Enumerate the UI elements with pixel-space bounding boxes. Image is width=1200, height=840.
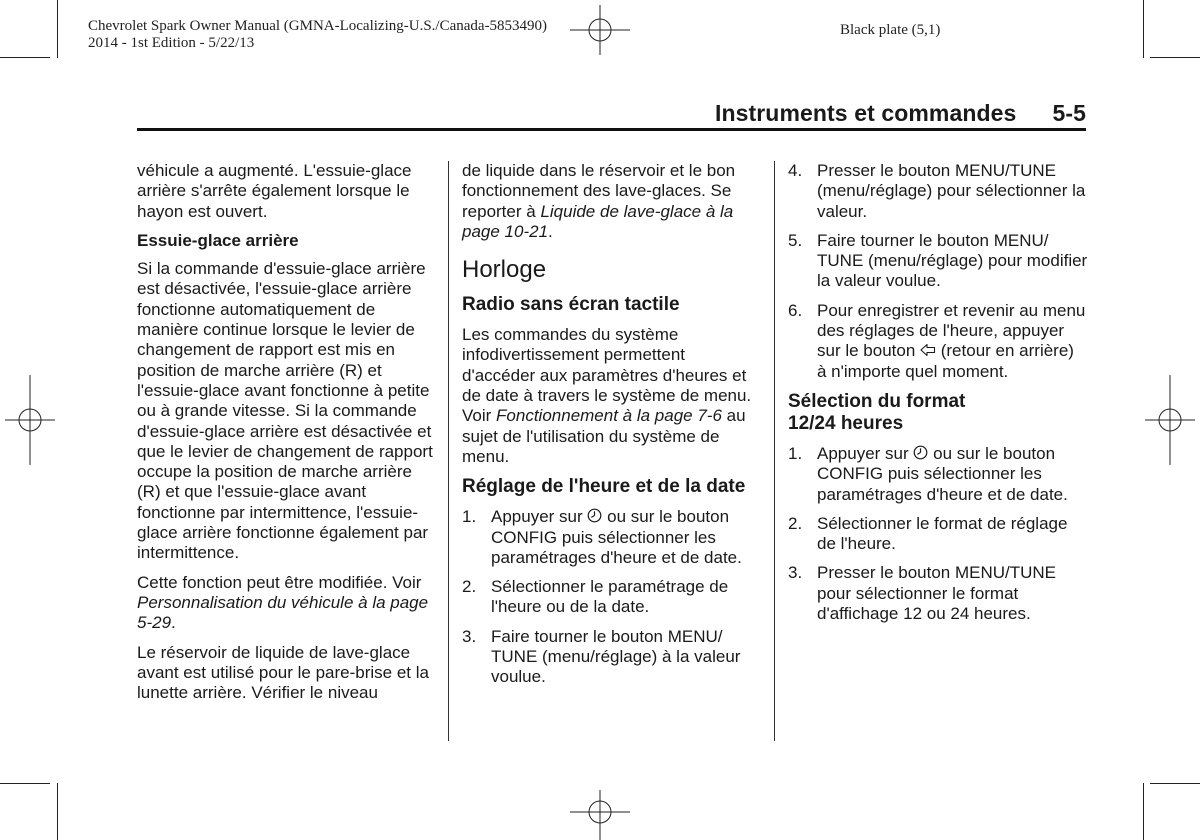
- crop-mark: [1150, 57, 1200, 58]
- crop-mark: [57, 783, 58, 840]
- steps-list: [462, 507, 762, 687]
- clock-icon: [913, 445, 928, 460]
- text: (retour en arrière) à n'importe quel moment.: [817, 341, 1074, 381]
- list-item: [462, 507, 762, 568]
- back-arrow-icon: [920, 343, 936, 357]
- plate-info: [88, 18, 547, 52]
- crop-mark: [57, 0, 58, 58]
- steps-list: [788, 161, 1088, 382]
- text: .: [548, 221, 553, 241]
- paragraph: véhicule a augmenté. L'essuie-glace arrière s'arrête également lorsque le hayon est ouvert.: [137, 161, 412, 221]
- crop-mark: [1143, 0, 1144, 58]
- clock-icon: [587, 508, 602, 523]
- text: Sélectionner le paramétrage de l'heure ou de la date.: [491, 577, 729, 617]
- text: ou sur le bouton CONFIG puis sélectionner les paramétrages d'heure et de date.: [817, 443, 1068, 504]
- list-item: [788, 444, 1088, 505]
- paragraph: [462, 325, 762, 467]
- crop-mark: [1143, 783, 1144, 840]
- paragraph: [462, 161, 762, 242]
- registration-mark-icon: [5, 375, 55, 465]
- running-head: [715, 100, 1086, 127]
- column-divider: [448, 161, 449, 741]
- list-item: [462, 577, 762, 618]
- list-item: [788, 514, 1088, 555]
- step-number: 2.: [788, 513, 803, 533]
- step-number: 3.: [462, 626, 477, 646]
- text: .: [171, 613, 176, 633]
- plate-line-1: Chevrolet Spark Owner Manual (GMNA-Localizing-U.S./Canada-5853490): [88, 18, 548, 34]
- paragraph: Le réservoir de liquide de lave-glace avant est utilisé pour le pare-brise et la lunette arrière. Vérifier le niveau: [137, 642, 429, 703]
- cross-reference-link[interactable]: Liquide de lave-glace à la page 10-21: [462, 201, 734, 241]
- crop-mark: [0, 783, 50, 784]
- registration-mark-icon: [1145, 375, 1195, 465]
- subheading-rear-wiper: Essuie-glace arrière: [137, 230, 299, 250]
- heading-clock: Horloge: [462, 256, 547, 284]
- step-number: 1.: [462, 507, 477, 527]
- section-title: Instruments et commandes: [714, 100, 1017, 126]
- header-rule: [137, 128, 1086, 131]
- text: Faire tourner le bouton MENU/ TUNE (menu/réglage) pour modifier la valeur voulue.: [817, 230, 1088, 291]
- paragraph: [137, 573, 437, 634]
- step-number: 3.: [788, 563, 803, 583]
- list-item: [788, 301, 1088, 382]
- text: Sélectionner le format de réglage de l'heure.: [817, 513, 1068, 554]
- step-number: 1.: [788, 443, 803, 463]
- step-number: 6.: [788, 300, 803, 320]
- column-2: [462, 161, 762, 697]
- list-item: [462, 627, 762, 688]
- registration-mark-icon: [570, 5, 630, 55]
- text: Pour enregistrer et revenir au menu des réglages de l'heure, appuyer sur le bouton: [817, 300, 1086, 361]
- cross-reference-link[interactable]: Personnalisation du véhicule à la page 5-29: [137, 592, 429, 633]
- crop-mark: [1150, 783, 1200, 784]
- text: ou sur le bouton CONFIG puis sélectionner les paramétrages d'heure et de date.: [491, 507, 742, 567]
- text: Appuyer sur: [817, 443, 914, 463]
- plate-number: Black plate (5,1): [840, 22, 941, 38]
- page-number: 5-5: [1052, 100, 1086, 126]
- list-item: [788, 563, 1088, 624]
- subheading-radio: Radio sans écran tactile: [462, 294, 680, 316]
- step-number: 2.: [462, 577, 477, 597]
- step-number: 4.: [788, 161, 803, 180]
- paragraph: Si la commande d'essuie-glace arrière est désactivée, l'essuie-glace arrière fonctionne automatiquement de manière continue lorsque le levier de changement de rapport est mis en position de marche arrière (R) et l'essuie-glace avant fonctionne à petite ou à grande vitesse. Si la commande d'essuie-glace arrière est désactivée et que le levier de changement de rapport occupe la position de marche arrière (R) et que l'essuie-glace avant fonctionne par intermittence, l'essuie-glace arrière fonctionne également par intermittence.: [137, 259, 433, 563]
- step-number: 5.: [788, 230, 803, 250]
- text: Appuyer sur: [491, 507, 588, 527]
- text: de liquide dans le réservoir et le bon fonctionnement des lave-glaces. Se reporter à: [462, 161, 736, 221]
- text: au sujet de l'utilisation du système de menu.: [462, 406, 746, 466]
- text: Presser le bouton MENU/TUNE pour sélectionner le format d'affichage 12 ou 24 heures.: [817, 563, 1057, 624]
- list-item: [788, 161, 1088, 222]
- text: Presser le bouton MENU/TUNE (menu/réglage) pour sélectionner la valeur.: [817, 161, 1086, 221]
- steps-list: [788, 444, 1088, 624]
- plate-line-2: 2014 - 1st Edition - 5/22/13: [88, 35, 255, 51]
- column-3: [788, 161, 1088, 633]
- cross-reference-link[interactable]: Fonctionnement à la page 7-6: [496, 406, 722, 426]
- text: Faire tourner le bouton MENU/ TUNE (menu/réglage) à la valeur voulue.: [491, 626, 741, 687]
- column-divider: [774, 161, 775, 741]
- subheading-set-time: Réglage de l'heure et de la date: [462, 476, 746, 498]
- crop-mark: [0, 57, 50, 58]
- subheading-format: Sélection du format 12/24 heures: [788, 390, 966, 434]
- text: Les commandes du système infodivertissement permettent d'accéder aux paramètres d'heures et de date à travers le système de menu. Voir: [462, 325, 752, 426]
- list-item: [788, 231, 1088, 292]
- registration-mark-icon: [570, 790, 630, 840]
- text: Cette fonction peut être modifiée. Voir: [137, 572, 422, 592]
- column-1: [137, 161, 437, 712]
